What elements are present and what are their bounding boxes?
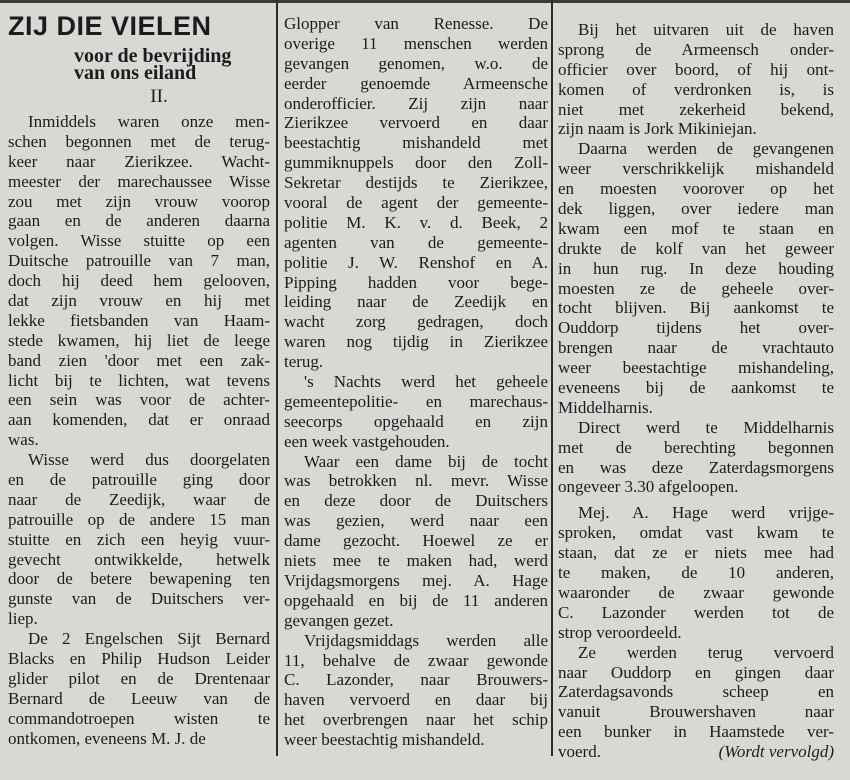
text-line: schen begonnen met de terug-: [8, 131, 270, 151]
text-line: Vrijdagsmiddags werden alle: [304, 630, 548, 650]
column-rule: [551, 0, 553, 756]
paragraph: [284, 372, 548, 452]
text-line: was betrokken nl. mevr. Wisse: [284, 471, 548, 491]
text-line: terug.: [284, 352, 324, 372]
text-line: in hun rug. In deze houding: [558, 258, 834, 278]
text-line: gaan en de anderen daarna: [8, 211, 270, 231]
paragraph: [558, 503, 834, 642]
text-line: Mej. A. Hage werd vrijge-: [578, 503, 834, 523]
text-line: Sekretar destijds te Zierikzee,: [284, 173, 548, 193]
text-line: weer beestachtige mishandeling,: [558, 358, 834, 378]
text-line: volgen. Wisse stuitte op een: [8, 231, 270, 251]
text-line: komen of verdronken is, is: [558, 79, 834, 99]
subtitle-line: voor de bevrijding: [74, 45, 232, 67]
paragraph: [284, 452, 548, 631]
text-line: beestachtig mishandeld met: [284, 133, 548, 153]
text-line: zijn naam is Jork Mikiniejan.: [558, 119, 757, 139]
text-line: moesten ze de geheele over-: [558, 278, 834, 298]
text-line: gevangen gezet.: [284, 610, 394, 630]
text-line: Waar een dame bij de tocht: [304, 451, 548, 471]
text-line: naar de Zeedijk, waar de: [8, 489, 270, 509]
text-line: opgehaald en bij de 11 anderen: [284, 590, 548, 610]
paragraph: [284, 631, 548, 750]
text-line: tocht blijven. Bij aankomst te: [558, 298, 834, 318]
text-line: ongeveer 3.30 afgeloopen.: [558, 477, 739, 497]
text-line: keer naar Zierikzee. Wacht-: [8, 151, 270, 171]
text-line: De 2 Engelschen Sijt Bernard: [28, 629, 270, 649]
text-line-text: voerd.: [558, 742, 601, 762]
text-line: eveneens bij de aankomst te: [558, 378, 834, 398]
text-line: dat zijn vrouw en hij met: [8, 291, 270, 311]
text-line: gemeentepolitie- en marechaus-: [284, 391, 548, 411]
column-1: [8, 0, 270, 749]
text-line: Blacks en Philip Hudson Leider: [8, 649, 270, 669]
text-line: dame gezocht. Hoewel ze er: [284, 531, 548, 551]
text-line: Pipping hadden voor bege-: [284, 272, 548, 292]
paragraph: [558, 643, 834, 762]
text-line: onderofficier. Zij zijn naar: [284, 93, 548, 113]
text-line: sprong de Armeensch onder-: [558, 39, 834, 59]
text-line: en de patrouille ging door: [8, 470, 270, 490]
text-line: een sein was voor de achter-: [8, 390, 270, 410]
text-line: haven vervoerd en daar bij: [284, 690, 548, 710]
text-line: overige 11 menschen werden: [284, 33, 548, 53]
text-line: was gezien, werd naar een: [284, 511, 548, 531]
text-line: politie J. W. Renshof en A.: [284, 252, 548, 272]
paragraph: [284, 14, 548, 372]
text-line: drukte de kolf van het geweer: [558, 238, 834, 258]
part-number: II.: [150, 86, 168, 107]
text-line: zou met zijn vrouw voorop: [8, 191, 270, 211]
text-line: gevecht ontwikkelde, hetwelk: [8, 549, 270, 569]
text-line: was.: [8, 430, 39, 450]
text-line: door de betere bewapening ten: [8, 569, 270, 589]
text-line: weer verschrikkelijk mishandeld: [558, 159, 834, 179]
text-line: Inmiddels waren onze men-: [28, 112, 270, 131]
article-title: ZIJ DIE VIELEN: [8, 11, 212, 41]
text-line: Middelharnis.: [558, 397, 653, 417]
text-line: Vrijdagsmorgens mej. A. Hage: [284, 570, 548, 590]
text-line: sproken, omdat vast kwam te: [558, 523, 834, 543]
text-line: Bij het uitvaren uit de haven: [578, 20, 834, 39]
text-line: Ze werden terug vervoerd: [578, 642, 834, 662]
text-line: C. Lazonder werden tot de: [558, 602, 834, 622]
text-line: patrouille op de andere 15 man: [8, 509, 270, 529]
text-line: staan, dat ze er niets mee had: [558, 543, 834, 563]
text-line: [558, 742, 834, 762]
text-line: te maken, de 10 anderen,: [558, 563, 834, 583]
text-line: meester der marechaussee Wisse: [8, 171, 270, 191]
text-line: naar Ouddorp en gingen daar: [558, 662, 834, 682]
column-rule: [276, 0, 278, 756]
text-line: Zierikzee vervoerd en daar: [284, 113, 548, 133]
text-line: Ouddorp tijdens het over-: [558, 318, 834, 338]
continued-note: (Wordt vervolgd): [718, 742, 834, 762]
column-2: [284, 14, 548, 750]
text-line: een bunker in Haamstede ver-: [558, 722, 834, 742]
paragraph: [558, 418, 834, 498]
text-line: strop veroordeeld.: [558, 622, 682, 642]
text-line: doch hij deed hem gelooven,: [8, 271, 270, 291]
text-line: niets mee te maken had, werd: [284, 551, 548, 571]
text-line: leiding naar de Zeedijk en: [284, 292, 548, 312]
paragraph: [8, 450, 270, 629]
text-line: gunste van de Duitschers ver-: [8, 589, 270, 609]
text-line: dek liggen, over iedere man: [558, 199, 834, 219]
text-line: Zaterdagsavonds scheep en: [558, 682, 834, 702]
text-line: seecorps opgehaald en zijn: [284, 411, 548, 431]
text-line: stuitte en zich een heyig vuur-: [8, 529, 270, 549]
text-line: Glopper van Renesse. De: [284, 14, 548, 33]
text-line: en moesten voorover op het: [558, 179, 834, 199]
text-line: 's Nachts werd het geheele: [304, 372, 548, 392]
text-line: gummiknuppels door den Zoll-: [284, 153, 548, 173]
text-line: aan komenden, dat er onraad: [8, 410, 270, 430]
text-line: wacht zorg gedragen, doch: [284, 312, 548, 332]
text-line: weer beestachtig mishandeld.: [284, 730, 485, 750]
text-line: C. Lazonder, naar Brouwers-: [284, 670, 548, 690]
text-line: brengen naar de vrachtauto: [558, 338, 834, 358]
text-line: niet met zekerheid bekend,: [558, 99, 834, 119]
text-line: Direct werd te Middelharnis: [578, 417, 834, 437]
text-line: politie M. K. v. d. Beek, 2: [284, 212, 548, 232]
text-line: licht bij te lichten, wat tevens: [8, 370, 270, 390]
text-line: vooral de agent der gemeente-: [284, 193, 548, 213]
paragraph: [558, 139, 834, 417]
text-line: officier over boord, of hij ont-: [558, 59, 834, 79]
text-line: agenten van de gemeente-: [284, 232, 548, 252]
paragraph: [558, 20, 834, 139]
text-line: liep.: [8, 609, 38, 629]
text-line: glider pilot en de Drentenaar: [8, 668, 270, 688]
paragraph: [8, 629, 270, 748]
text-line: kwam een mof te staan en: [558, 218, 834, 238]
text-line: 11, behalve de zwaar gewonde: [284, 650, 548, 670]
text-line: Duitsche patrouille van 7 man,: [8, 251, 270, 271]
text-line: met de berechting begonnen: [558, 437, 834, 457]
text-line: lekke fietsbanden van Haam-: [8, 310, 270, 330]
column-3: [558, 20, 834, 762]
text-line: het overbrengen naar het schip: [284, 710, 548, 730]
text-line: Wisse werd dus doorgelaten: [28, 450, 270, 470]
text-line: en deze door de Duitschers: [284, 491, 548, 511]
text-line: eerder genoemde Armeensche: [284, 73, 548, 93]
text-line: stede kwamen, hij liet de leege: [8, 330, 270, 350]
text-line: en was deze Zaterdagsmorgens: [558, 457, 834, 477]
paragraph: [8, 112, 270, 450]
text-line: vanuit Brouwershaven naar: [558, 702, 834, 722]
text-line: waaronder de zwaar gewonde: [558, 582, 834, 602]
text-line: een week vastgehouden.: [284, 431, 450, 451]
text-line: gevangen genomen, w.o. de: [284, 53, 548, 73]
article-subtitle: [74, 45, 270, 84]
text-line: commandotroepen wisten te: [8, 708, 270, 728]
subtitle-line: van ons eiland: [74, 62, 197, 84]
text-line: Bernard de Leeuw van de: [8, 688, 270, 708]
text-line: ontkomen, eveneens M. J. de: [8, 728, 206, 748]
text-line: Daarna werden de gevangenen: [578, 139, 834, 159]
text-line: waren nog tijdig in Zierikzee: [284, 332, 548, 352]
text-line: band zien 'door met een zak-: [8, 350, 270, 370]
